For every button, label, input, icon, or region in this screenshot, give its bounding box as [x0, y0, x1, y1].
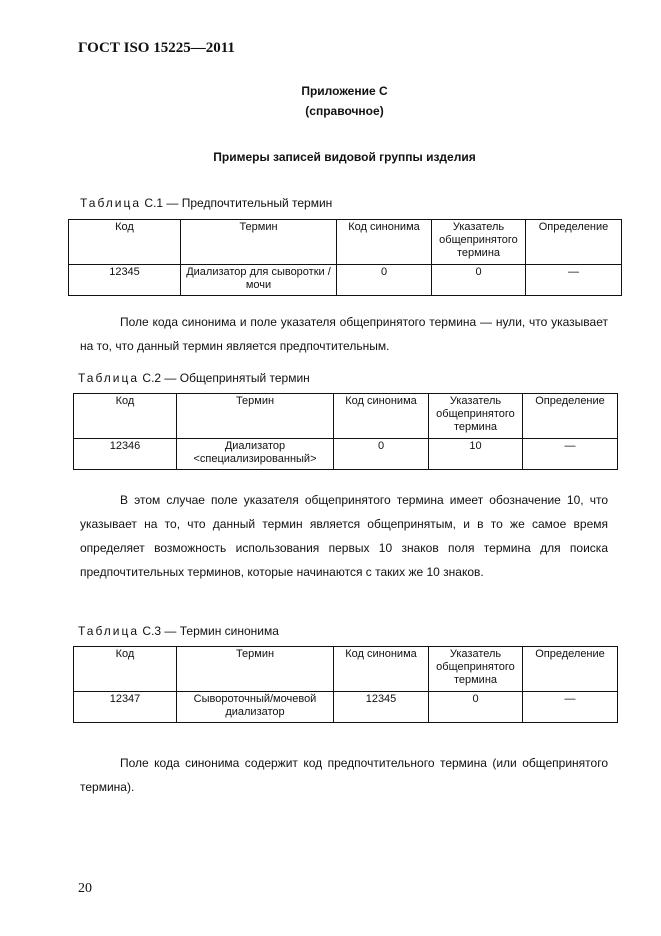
cell-definition: —	[523, 692, 618, 723]
cell-term: Диализатор <специализированный>	[177, 439, 334, 470]
table-caption-c1	[80, 196, 332, 210]
column-header-pointer: Указатель общепринятого термина	[429, 647, 523, 692]
cell-term: Диализатор для сыворотки / мочи	[181, 265, 337, 296]
column-header-synonym-code: Код синонима	[334, 394, 429, 439]
column-header-synonym-code: Код синонима	[337, 220, 432, 265]
paragraph-1: Поле кода синонима и поле указателя общепринятого термина — нули, что указывает на то, что данный термин является предпочтительным.	[80, 315, 608, 353]
table-row	[74, 692, 618, 723]
cell-synonym-code: 0	[337, 265, 432, 296]
column-header-term: Термин	[177, 647, 334, 692]
column-header-pointer: Указатель общепринятого термина	[432, 220, 526, 265]
table-caption-label: Таблица	[78, 624, 140, 638]
table-row	[74, 439, 618, 470]
cell-definition: —	[523, 439, 618, 470]
paragraph-3: Поле кода синонима содержит код предпочтительного термина (или общепринятого термина).	[80, 756, 608, 794]
column-header-term: Термин	[177, 394, 334, 439]
cell-code: 12346	[74, 439, 177, 470]
page-number: 20	[78, 881, 92, 896]
table-c2	[73, 393, 618, 470]
table-header-row	[74, 394, 618, 439]
paragraph-2: В этом случае поле указателя общепринятого термина имеет обозначение 10, что указывает на то, что данный термин является общепринятым, и в то же самое время определяет возможность использования первых 10 знаков поля термина для поиска предпочтительных терминов, которые начинаются с таких же 10 знаков.	[80, 493, 608, 579]
table-header-row	[74, 647, 618, 692]
cell-pointer: 0	[432, 265, 526, 296]
cell-synonym-code: 12345	[334, 692, 429, 723]
cell-definition: —	[526, 265, 622, 296]
table-caption-label: Таблица	[80, 196, 142, 210]
column-header-pointer: Указатель общепринятого термина	[429, 394, 523, 439]
table-caption-c2	[78, 371, 310, 385]
document-header: ГОСТ ISO 15225—2011	[78, 40, 235, 56]
cell-synonym-code: 0	[334, 439, 429, 470]
table-caption-label: Таблица	[78, 371, 140, 385]
column-header-synonym-code: Код синонима	[334, 647, 429, 692]
cell-pointer: 10	[429, 439, 523, 470]
table-row	[69, 265, 622, 296]
column-header-term: Термин	[181, 220, 337, 265]
appendix-subtitle: (справочное)	[305, 104, 384, 118]
cell-code: 12347	[74, 692, 177, 723]
column-header-code: Код	[74, 647, 177, 692]
table-header-row	[69, 220, 622, 265]
column-header-definition: Определение	[523, 394, 618, 439]
column-header-definition: Определение	[523, 647, 618, 692]
column-header-code: Код	[69, 220, 181, 265]
cell-term: Сывороточный/мочевой диализатор	[177, 692, 334, 723]
table-caption-c3	[78, 624, 279, 638]
table-c3	[73, 646, 618, 723]
appendix-title: Приложение С	[301, 84, 388, 98]
cell-pointer: 0	[429, 692, 523, 723]
column-header-definition: Определение	[526, 220, 622, 265]
table-caption-text: С.1 — Предпочтительный термин	[141, 196, 333, 210]
table-caption-text: С.3 — Термин синонима	[139, 624, 279, 638]
table-c1	[68, 219, 622, 296]
column-header-code: Код	[74, 394, 177, 439]
cell-code: 12345	[69, 265, 181, 296]
section-title: Примеры записей видовой группы изделия	[213, 150, 476, 164]
table-caption-text: С.2 — Общепринятый термин	[139, 371, 310, 385]
